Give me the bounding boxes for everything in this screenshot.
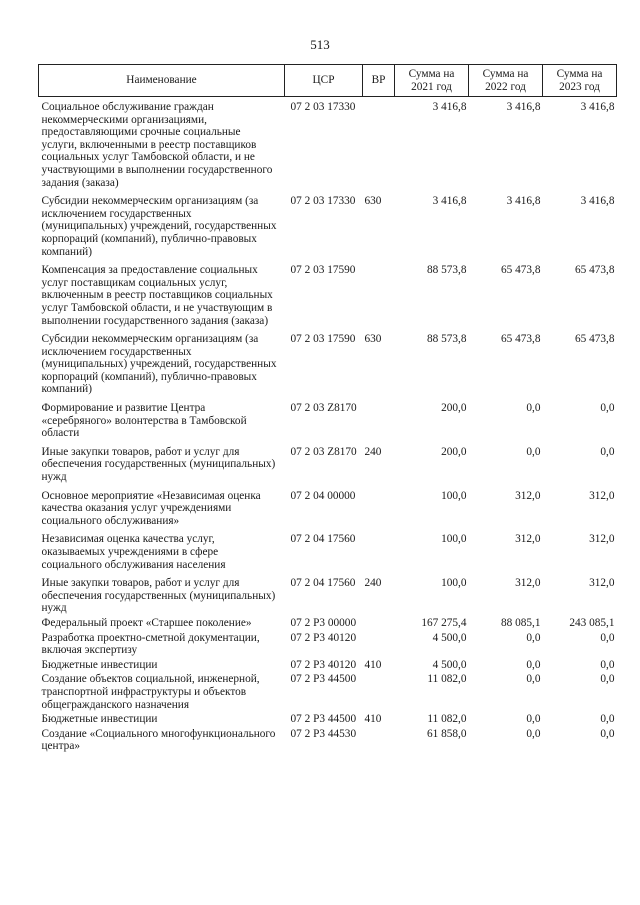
table-row bbox=[39, 726, 617, 753]
row-sum-2022: 0,0 bbox=[526, 402, 541, 415]
table-row bbox=[39, 258, 617, 327]
row-sum-2023: 3 416,8 bbox=[580, 101, 615, 113]
row-vr bbox=[363, 97, 395, 190]
row-sum-2023: 65 473,8 bbox=[574, 264, 615, 277]
row-sum-2022: 0,0 bbox=[526, 631, 541, 644]
row-sum-2022: 3 416,8 bbox=[506, 195, 541, 208]
row-csr: 07 2 04 17560 bbox=[290, 577, 356, 590]
table-row bbox=[39, 527, 617, 571]
table-row bbox=[39, 440, 617, 484]
row-sum-2021: 100,0 bbox=[441, 489, 467, 502]
row-sum-2022: 0,0 bbox=[526, 658, 541, 671]
row-vr bbox=[363, 258, 395, 327]
row-name: Независимая оценка качества услуг, оказываемых учреждениями в сфере социального обслуживания населения bbox=[41, 533, 226, 571]
row-sum-2021: 200,0 bbox=[441, 445, 467, 458]
row-sum-2021: 11 082,0 bbox=[427, 713, 467, 726]
row-sum-2022: 312,0 bbox=[515, 577, 541, 590]
row-sum-2021: 88 573,8 bbox=[426, 264, 467, 277]
row-sum-2022: 312,0 bbox=[515, 533, 541, 546]
row-sum-2021: 88 573,8 bbox=[426, 333, 467, 346]
row-csr: 07 2 P3 00000 bbox=[290, 616, 357, 629]
row-vr: 630 bbox=[364, 333, 382, 346]
row-name: Субсидии некоммерческим организациям (за исключением государственных (муниципальных) учреждений, государственных корпораций (компаний), публично-правовых компаний) bbox=[41, 195, 277, 258]
row-sum-2021: 3 416,8 bbox=[432, 101, 467, 113]
row-name: Формирование и развитие Центра «серебряного» волонтерства в Тамбовской области bbox=[41, 402, 247, 440]
row-vr bbox=[363, 484, 395, 528]
row-sum-2023: 312,0 bbox=[589, 577, 615, 590]
table-row bbox=[39, 484, 617, 528]
header-sum-2023: Сумма на 2023 год bbox=[543, 65, 617, 97]
row-name: Компенсация за предоставление социальных услуг поставщикам социальных услуг, включенным в реестр поставщиков социальных услуг Тамбовской области, и не участвующим в выполнении государственного задания (заказа) bbox=[41, 264, 273, 327]
table-row bbox=[39, 571, 617, 615]
row-name: Иные закупки товаров, работ и услуг для обеспечения государственных (муниципальных) нужд bbox=[41, 445, 276, 484]
row-sum-2022: 0,0 bbox=[526, 445, 541, 458]
row-csr: 07 2 04 17560 bbox=[290, 533, 356, 546]
table-row bbox=[39, 327, 617, 396]
row-sum-2022: 0,0 bbox=[526, 713, 541, 726]
row-sum-2021: 200,0 bbox=[441, 402, 467, 415]
row-sum-2022: 312,0 bbox=[515, 489, 541, 502]
row-sum-2022: 0,0 bbox=[526, 727, 541, 740]
row-csr: 07 2 P3 40120 bbox=[290, 631, 357, 644]
row-csr: 07 2 03 17590 bbox=[290, 264, 356, 277]
row-vr bbox=[363, 671, 395, 711]
row-sum-2023: 65 473,8 bbox=[574, 333, 615, 346]
row-sum-2023: 0,0 bbox=[600, 727, 615, 740]
row-name: Бюджетные инвестиции bbox=[41, 713, 158, 726]
row-name: Социальное обслуживание граждан некоммерческими организациями, предоставляющими срочные социальные услуги, включенными в реестр поставщиков социальных услуг Тамбовской области, и не участвующими в выполнении государственного задания (заказа) bbox=[41, 101, 273, 189]
row-sum-2022: 88 085,1 bbox=[500, 616, 541, 629]
table-row bbox=[39, 657, 617, 672]
row-sum-2021: 61 858,0 bbox=[426, 727, 467, 740]
row-sum-2023: 0,0 bbox=[600, 445, 615, 458]
row-sum-2021: 3 416,8 bbox=[432, 195, 467, 208]
header-vr: ВР bbox=[363, 65, 395, 97]
row-name: Федеральный проект «Старшее поколение» bbox=[41, 616, 252, 629]
row-sum-2021: 4 500,0 bbox=[432, 631, 467, 644]
row-sum-2021: 100,0 bbox=[441, 577, 467, 590]
header-sum-2021: Сумма на 2021 год bbox=[395, 65, 469, 97]
table-row bbox=[39, 97, 617, 190]
row-sum-2022: 65 473,8 bbox=[500, 333, 541, 346]
header-sum-2022: Сумма на 2022 год bbox=[469, 65, 543, 97]
row-csr: 07 2 03 17590 bbox=[290, 333, 356, 346]
row-vr: 240 bbox=[364, 445, 382, 458]
row-sum-2023: 243 085,1 bbox=[569, 616, 615, 629]
row-sum-2021: 11 082,0 bbox=[427, 673, 467, 686]
page-number: 513 bbox=[310, 37, 330, 52]
row-csr: 07 2 P3 44530 bbox=[290, 727, 357, 740]
row-vr: 630 bbox=[364, 195, 382, 208]
table-row bbox=[39, 630, 617, 657]
header-name: Наименование bbox=[39, 65, 285, 97]
row-sum-2023: 0,0 bbox=[600, 673, 615, 686]
row-vr bbox=[363, 527, 395, 571]
table-row bbox=[39, 396, 617, 440]
row-sum-2021: 100,0 bbox=[441, 533, 467, 546]
row-sum-2023: 0,0 bbox=[600, 658, 615, 671]
row-vr bbox=[363, 726, 395, 753]
row-name: Иные закупки товаров, работ и услуг для обеспечения государственных (муниципальных) нужд bbox=[41, 577, 276, 615]
row-sum-2023: 3 416,8 bbox=[580, 195, 615, 208]
row-name: Разработка проектно-сметной документации, включая экспертизу bbox=[41, 631, 260, 657]
row-name: Основное мероприятие «Независимая оценка качества оказания услуг учреждениями социального обслуживания» bbox=[41, 489, 261, 527]
budget-table bbox=[38, 64, 617, 753]
row-csr: 07 2 03 Z8170 bbox=[290, 402, 357, 415]
table-row bbox=[39, 615, 617, 630]
table-row bbox=[39, 711, 617, 726]
header-csr: ЦСР bbox=[285, 65, 363, 97]
row-vr bbox=[363, 396, 395, 440]
row-sum-2023: 312,0 bbox=[589, 489, 615, 502]
row-name: Бюджетные инвестиции bbox=[41, 658, 158, 671]
row-csr: 07 2 P3 44500 bbox=[290, 713, 357, 726]
table-header-row bbox=[39, 65, 617, 97]
row-name: Создание «Социального многофункционального центра» bbox=[41, 727, 276, 753]
row-sum-2021: 167 275,4 bbox=[421, 616, 467, 629]
table-row bbox=[39, 671, 617, 711]
row-sum-2023: 0,0 bbox=[600, 713, 615, 726]
row-vr: 410 bbox=[364, 658, 382, 671]
row-csr: 07 2 03 Z8170 bbox=[290, 445, 357, 458]
row-csr: 07 2 03 17330 bbox=[290, 195, 356, 208]
row-sum-2021: 4 500,0 bbox=[432, 658, 467, 671]
row-name: Создание объектов социальной, инженерной, транспортной инфраструктуры и объектов общегражданского назначения bbox=[41, 673, 260, 711]
row-csr: 07 2 03 17330 bbox=[290, 101, 356, 113]
row-sum-2022: 0,0 bbox=[526, 673, 541, 686]
row-vr: 410 bbox=[364, 713, 382, 726]
row-vr bbox=[363, 630, 395, 657]
row-sum-2023: 312,0 bbox=[589, 533, 615, 546]
row-sum-2023: 0,0 bbox=[600, 631, 615, 644]
row-vr bbox=[363, 615, 395, 630]
row-name: Субсидии некоммерческим организациям (за исключением государственных (муниципальных) учреждений, государственных корпораций (компаний), публично-правовых компаний) bbox=[41, 333, 277, 396]
row-sum-2023: 0,0 bbox=[600, 402, 615, 415]
row-csr: 07 2 04 00000 bbox=[290, 489, 356, 502]
row-vr: 240 bbox=[364, 577, 382, 590]
row-sum-2022: 65 473,8 bbox=[500, 264, 541, 277]
row-csr: 07 2 P3 40120 bbox=[290, 658, 357, 671]
table-row bbox=[39, 189, 617, 258]
row-sum-2022: 3 416,8 bbox=[506, 101, 541, 113]
row-csr: 07 2 P3 44500 bbox=[290, 673, 357, 686]
